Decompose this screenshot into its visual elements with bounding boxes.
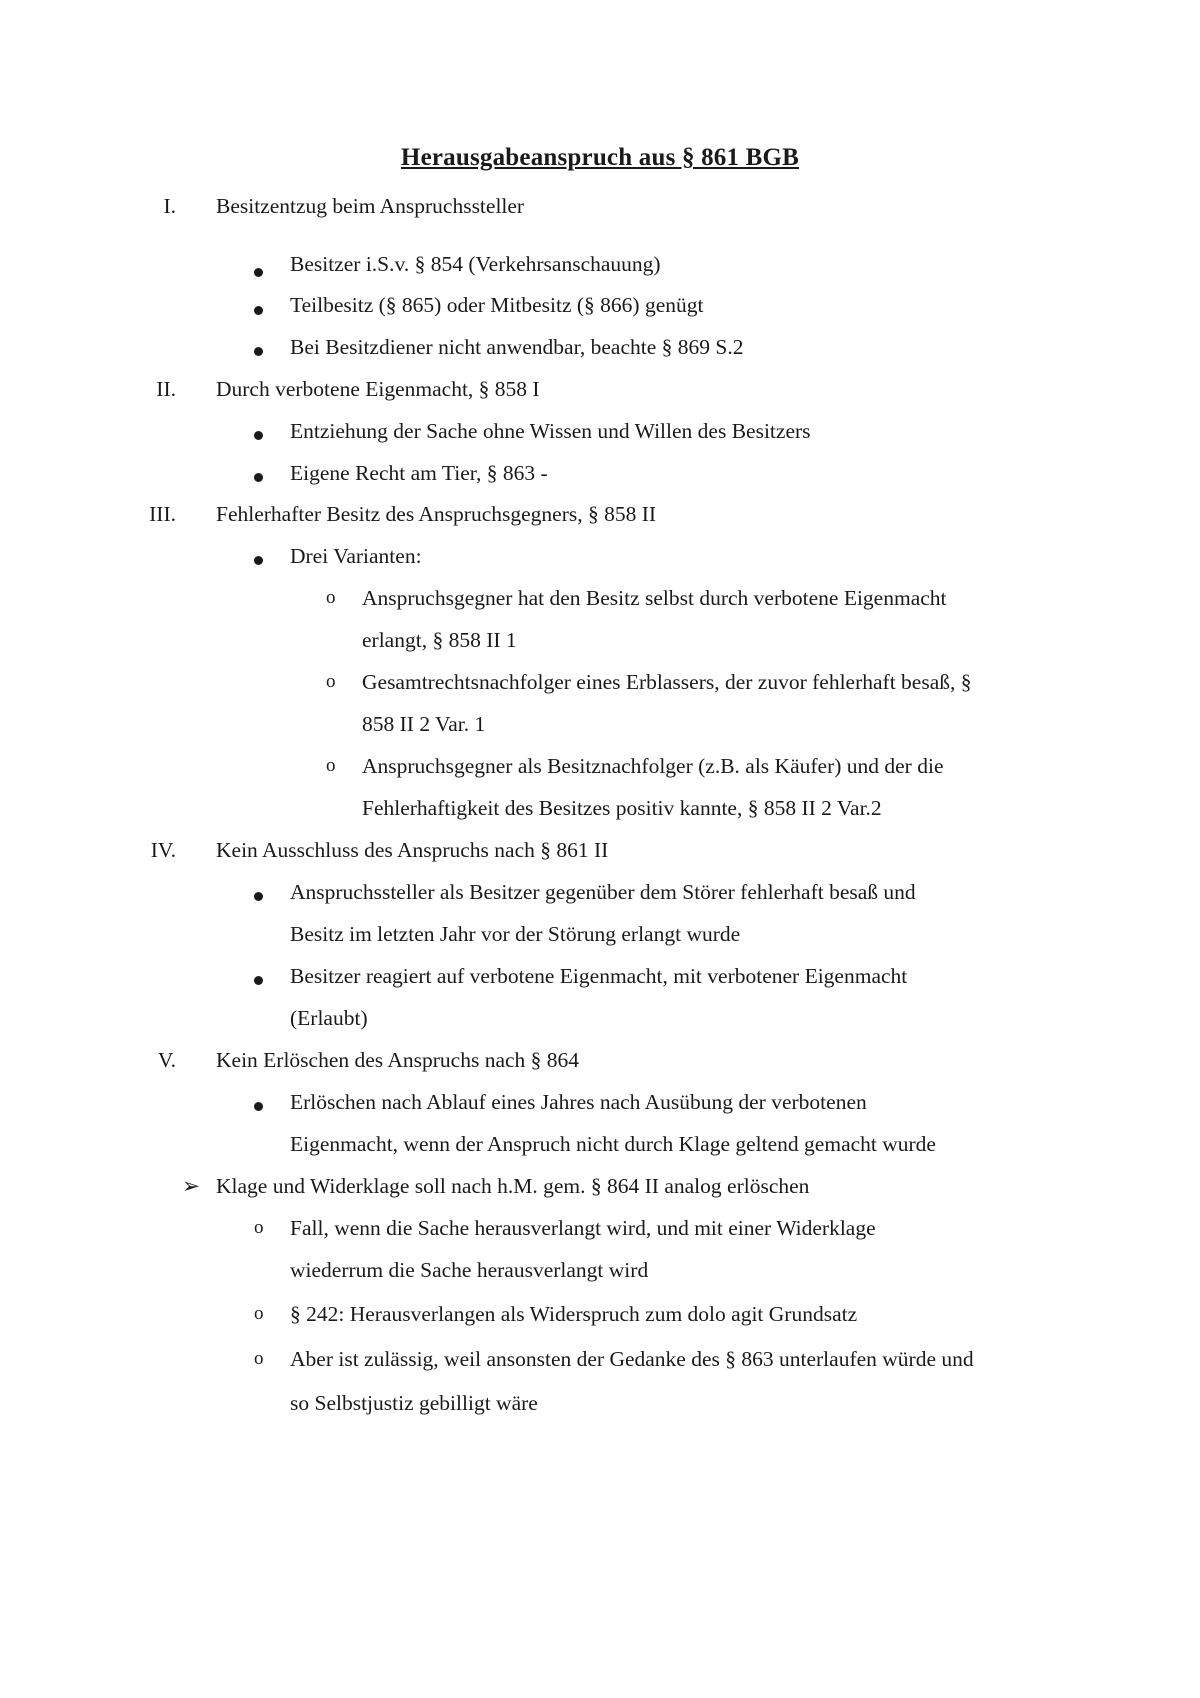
arrow-item-text: Klage und Widerklage soll nach h.M. gem. § 864 II analog erlöschen	[216, 1174, 810, 1198]
bullet-dot	[254, 556, 263, 565]
section-heading: Kein Ausschluss des Anspruchs nach § 861 II	[216, 838, 609, 862]
section-numeral: II.	[156, 377, 176, 401]
section-heading: Durch verbotene Eigenmacht, § 858 I	[216, 377, 540, 401]
sub-item-line: Aber ist zulässig, weil ansonsten der Gedanke des § 863 unterlaufen würde und	[290, 1347, 974, 1371]
list-item: Drei Varianten:	[290, 544, 422, 568]
bullet-dot	[254, 976, 263, 985]
section-numeral: I.	[163, 194, 176, 218]
list-item-line: Anspruchssteller als Besitzer gegenüber dem Störer fehlerhaft besaß und	[290, 880, 916, 904]
sub-bullet-marker: o	[254, 1217, 264, 1238]
sub-item-line: Fall, wenn die Sache herausverlangt wird, und mit einer Widerklage	[290, 1216, 876, 1240]
list-item: Entziehung der Sache ohne Wissen und Willen des Besitzers	[290, 419, 811, 443]
list-item-line: Erlöschen nach Ablauf eines Jahres nach Ausübung der verbotenen	[290, 1090, 867, 1114]
bullet-dot	[254, 892, 263, 901]
sub-bullet-marker: o	[254, 1303, 264, 1324]
sub-item-line: erlangt, § 858 II 1	[362, 628, 517, 652]
page-title: Herausgabeanspruch aus § 861 BGB	[400, 144, 800, 171]
bullet-dot	[254, 473, 263, 482]
sub-item-line: Fehlerhaftigkeit des Besitzes positiv kannte, § 858 II 2 Var.2	[362, 796, 882, 820]
section-numeral: V.	[157, 1048, 176, 1072]
bullet-dot	[254, 347, 263, 356]
section-heading: Fehlerhafter Besitz des Anspruchsgegners, § 858 II	[216, 502, 657, 526]
bullet-dot	[254, 1102, 263, 1111]
sub-item-line: so Selbstjustiz gebilligt wäre	[290, 1391, 538, 1415]
list-item-line: (Erlaubt)	[290, 1006, 368, 1030]
list-item: Eigene Recht am Tier, § 863 -	[290, 461, 548, 485]
sub-item-line: 858 II 2 Var. 1	[362, 712, 486, 736]
bullet-dot	[254, 431, 263, 440]
sub-item-line: wiederrum die Sache herausverlangt wird	[290, 1258, 649, 1282]
sub-bullet-marker: o	[326, 755, 336, 776]
list-item-line: Besitz im letzten Jahr vor der Störung erlangt wurde	[290, 922, 741, 946]
section-numeral: IV.	[150, 838, 176, 862]
list-item: Teilbesitz (§ 865) oder Mitbesitz (§ 866) genügt	[290, 293, 704, 317]
sub-item-line: Anspruchsgegner als Besitznachfolger (z.B. als Käufer) und der die	[362, 754, 944, 778]
sub-bullet-marker: o	[326, 671, 336, 692]
sub-item-line: Gesamtrechtsnachfolger eines Erblassers, der zuvor fehlerhaft besaß, §	[362, 670, 972, 694]
section-heading: Kein Erlöschen des Anspruchs nach § 864	[216, 1048, 580, 1072]
sub-bullet-marker: o	[326, 587, 336, 608]
sub-item-line: Anspruchsgegner hat den Besitz selbst durch verbotene Eigenmacht	[362, 586, 947, 610]
list-item-line: Besitzer reagiert auf verbotene Eigenmacht, mit verbotener Eigenmacht	[290, 964, 908, 988]
sub-bullet-marker: o	[254, 1348, 264, 1369]
bullet-dot	[254, 268, 263, 277]
section-heading: Besitzentzug beim Anspruchssteller	[216, 194, 525, 218]
arrow-bullet-icon: ➢	[182, 1174, 201, 1198]
bullet-dot	[254, 306, 263, 315]
sub-item-line: § 242: Herausverlangen als Widerspruch zum dolo agit Grundsatz	[290, 1302, 858, 1326]
list-item-line: Eigenmacht, wenn der Anspruch nicht durch Klage geltend gemacht wurde	[290, 1132, 936, 1156]
section-numeral: III.	[149, 502, 176, 526]
list-item: Bei Besitzdiener nicht anwendbar, beachte § 869 S.2	[290, 335, 744, 359]
list-item: Besitzer i.S.v. § 854 (Verkehrsanschauung)	[290, 252, 661, 276]
